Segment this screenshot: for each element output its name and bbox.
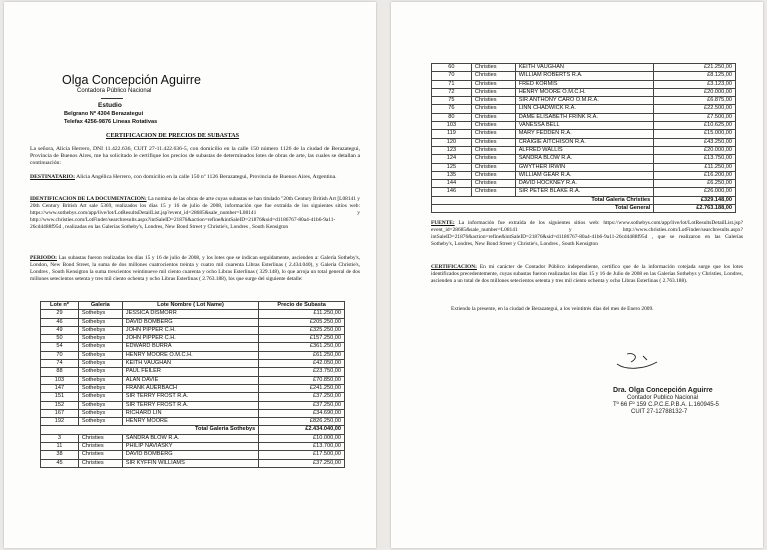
table-row — [41, 459, 345, 467]
lot-name-cell: JESSICA DISMORR — [122, 310, 258, 318]
lot-name-cell: HENRY MOORE — [122, 418, 258, 426]
signature-icon — [613, 350, 663, 374]
galeria-cell: Sothebys — [78, 384, 122, 392]
price-cell: £34.690,00 — [259, 409, 345, 417]
table-row — [432, 163, 736, 171]
identificacion-paragraph — [30, 196, 360, 231]
table-row — [432, 97, 736, 105]
galeria-cell: Sothebys — [78, 409, 122, 417]
lote-cell: 103 — [41, 376, 79, 384]
lot-name-cell: FRANK AUERBACH — [122, 384, 258, 392]
letterhead-studio: Estudio — [98, 102, 122, 109]
price-cell: £26.000,00 — [654, 188, 736, 196]
lot-name-cell: JOHN PIPPER C.H. — [122, 326, 258, 334]
lote-cell: 80 — [432, 113, 472, 121]
lote-cell: 146 — [432, 188, 472, 196]
fuente-label: FUENTE: — [431, 220, 455, 226]
periodo-text: Las subastas fueron realizadas los días 15 y 16 de julio de 2008, y los lotes que se indican seguidamente, ascienden a: Galería Sotheby's, London, New Bond Street, la suma de dos millones cuatrocientos treinta y cuatro mil cuarenta Libras Esterlinas ( 2.434.040), y Galería Christie's, Londres , South Kensigton la suma trescientos veintinueve mil ciento cuarenta y ocho Libras Esterlinas ( 329.148), lo que arroja un total general de dos millones setecientos setenta y tres mil ciento ochenta y ocho Libras Esterlinas ( 2.763.188), los que surge del siguiente detalle: — [30, 255, 360, 282]
price-cell: £15.000,00 — [654, 130, 736, 138]
price-cell: £21.250,00 — [654, 64, 736, 72]
table-row — [41, 318, 345, 326]
price-cell: £13.750,00 — [654, 155, 736, 163]
col-header-galeria: Galeria — [78, 302, 122, 310]
lote-cell: 60 — [432, 64, 472, 72]
price-cell: £61.250,00 — [259, 351, 345, 359]
lot-name-cell: LINN CHADWICK R.A. — [515, 105, 654, 113]
lot-name-cell: DAVID HOCKNEY R.A. — [515, 180, 654, 188]
galeria-cell: Sothebys — [78, 335, 122, 343]
price-cell: £22.500,00 — [654, 105, 736, 113]
lote-cell: 70 — [41, 351, 79, 359]
total-general-row — [432, 205, 736, 213]
col-header-lote: Lote nº — [41, 302, 79, 310]
lot-name-cell: ALAN DAVIE — [122, 376, 258, 384]
galeria-cell: Sothebys — [78, 310, 122, 318]
galeria-cell: Christies — [471, 138, 515, 146]
document-page-1 — [4, 2, 376, 548]
price-cell: £6.250,00 — [654, 180, 736, 188]
letterhead-profession: Contadora Público Nacional — [77, 88, 152, 94]
table-header-row — [41, 302, 345, 310]
table-row — [432, 122, 736, 130]
identificacion-text: La nomina de las obras de arte cuyas subastas se han titulado "20th Century British Art [L08141 y 20th Century British Art sale 5369, realizados los días 15 y 16 de julio de 2008, información que fue extraída de los siguientes sitios web: https://www.sothebys.com/app/live/lot/LotResultsDetailList.jsp?event_id=28685&sale_number=L08141 y http://www.christies.com/LotFinder/searchresults.aspx?intSaleID=21876&action=refine&intSaleID=21876&sid=d1186767-80a4-41b6-9a11-26cd4488f95d , realizadas en las Galerías Sotheby's, Londres, New Bond Street y Christie's, Londres , South Kensigton — [30, 196, 360, 230]
table-row — [432, 146, 736, 154]
fuente-text: La información fue extraída de los siguientes sitios web: https://www.sothebys.com/app/live/lot/LotResultsDetailList.jsp?event_id=28685&sale_number=L08141 y http://www.christies.com/LotFinder/searchresults.aspx?intSaleID=21876&action=refine&intSaleID=21876&sid=d1186767-80a4-41b6-9a11-26cd4488f95d , que se realizaron en las Galerías Sotheby's, Londres, New Bond Street y Christie's, Londres , South Kensigton — [431, 220, 743, 247]
lot-name-cell: ALFRED WALLIS — [515, 146, 654, 154]
galeria-cell: Christies — [471, 72, 515, 80]
galeria-cell: Christies — [471, 146, 515, 154]
lote-cell: 72 — [432, 88, 472, 96]
lot-name-cell: MARY FEDDEN R.A. — [515, 130, 654, 138]
lote-cell: 144 — [432, 180, 472, 188]
lote-cell: 167 — [41, 409, 79, 417]
lote-cell: 151 — [41, 393, 79, 401]
lot-name-cell: VANESSA BELL — [515, 122, 654, 130]
galeria-cell: Christies — [78, 443, 122, 451]
price-cell: £16.200,00 — [654, 171, 736, 179]
total-general-value: £2.763.188,00 — [654, 205, 736, 213]
auction-table-part-2 — [431, 63, 736, 213]
price-cell: £241.250,00 — [259, 384, 345, 392]
lot-name-cell: JOHN PIPPER C.H. — [122, 335, 258, 343]
table-row — [432, 155, 736, 163]
price-cell: £23.750,00 — [259, 368, 345, 376]
certificate-title: CERTIFICACION DE PRECIOS DE SUBASTAS — [106, 132, 240, 139]
certificacion-paragraph — [431, 264, 743, 285]
price-cell: £42.050,00 — [259, 360, 345, 368]
lote-cell: 49 — [41, 326, 79, 334]
price-cell: £11.250,00 — [259, 310, 345, 318]
table-row — [432, 130, 736, 138]
galeria-cell: Christies — [471, 88, 515, 96]
price-cell: £205.250,00 — [259, 318, 345, 326]
lote-cell: 125 — [432, 163, 472, 171]
galeria-cell: Christies — [471, 64, 515, 72]
price-cell: £37.250,00 — [259, 459, 345, 467]
lote-cell: 46 — [41, 318, 79, 326]
price-cell: £361.250,00 — [259, 343, 345, 351]
lot-name-cell: RICHARD LIN — [122, 409, 258, 417]
lote-cell: 38 — [41, 451, 79, 459]
stamp-line-3: CUIT 27-12788132-7 — [631, 409, 688, 415]
table-row — [41, 360, 345, 368]
price-cell: £37.250,00 — [259, 393, 345, 401]
lote-cell: 70 — [432, 72, 472, 80]
lote-cell: 75 — [432, 97, 472, 105]
stamp-line-2: Tº 66 Fº 159 C.P.C.E.P.B.A. L.160945-5 — [613, 402, 719, 408]
destinatario-text: Alicia Angélica Herrero, con domicilio en la calle 150 nº 1126 Berazategui, Provincia de Buenos Aires, Argentina. — [74, 174, 337, 180]
certificacion-text: En mi carácter de Contador Público independiente, certifico que de la información cotejada surge que los lotes identificados precedentemente, cuyas subastas fueron realizadas los días 15 y 16 de Julio de 2008 en las Galerías Sothebys y Christies, Londres, ascienden a un total de dos millones setecientos setenta y tres mil ciento ochenta y ocho Libras Esterlinas ( 2.763.188). — [431, 264, 743, 284]
price-cell: £10.000,00 — [259, 434, 345, 442]
galeria-cell: Christies — [78, 434, 122, 442]
galeria-cell: Christies — [471, 155, 515, 163]
galeria-cell: Sothebys — [78, 368, 122, 376]
table-row — [41, 335, 345, 343]
lot-name-cell: WILLIAM GEAR R.A. — [515, 171, 654, 179]
table-row — [41, 451, 345, 459]
total-christies-row — [432, 196, 736, 204]
lote-cell: 103 — [432, 122, 472, 130]
table-row — [41, 418, 345, 426]
table-row — [41, 376, 345, 384]
certificacion-label: CERTIFICACION: — [431, 264, 477, 270]
galeria-cell: Christies — [471, 113, 515, 121]
lote-cell: 71 — [432, 80, 472, 88]
galeria-cell: Sothebys — [78, 343, 122, 351]
galeria-cell: Christies — [78, 451, 122, 459]
price-cell: £157.250,00 — [259, 335, 345, 343]
periodo-label: PERIODO: — [30, 255, 57, 261]
total-sothebys-row — [41, 426, 345, 434]
lote-cell: 124 — [432, 155, 472, 163]
price-cell: £8.125,00 — [654, 72, 736, 80]
table-row — [41, 368, 345, 376]
col-header-lot-name: Lote Nombre ( Lot Name) — [122, 302, 258, 310]
lot-name-cell: WILLIAM ROBERTS R.A. — [515, 72, 654, 80]
galeria-cell: Sothebys — [78, 351, 122, 359]
lot-name-cell: SIR TERRY FROST R.A. — [122, 393, 258, 401]
galeria-cell: Christies — [471, 122, 515, 130]
price-cell: £11.250,00 — [654, 163, 736, 171]
lot-name-cell: GWYTHER IRWIN — [515, 163, 654, 171]
table-row — [432, 188, 736, 196]
letterhead-name: Olga Concepción Aguirre — [62, 73, 201, 87]
table-row — [432, 180, 736, 188]
closing-paragraph: Extiendo la presente, en la ciudad de Berazategui, a los veintitrés días del mes de Enero 2009. — [451, 306, 654, 312]
total-general-label: Total General — [432, 205, 654, 213]
table-row — [41, 409, 345, 417]
lot-name-cell: DAVID BOMBERG — [122, 318, 258, 326]
table-row — [41, 434, 345, 442]
intro-paragraph: La señora, Alicia Herrero, DNI 11.422.636, CUIT 27-11.422.636-5, con domicilio en la calle 150 número 1126 de la ciudad de Berazategui, Provincia de Buenos Aires, me ha solicitado le certifique los precios de subastas de determinados lotes de obras de arte, las cuales se detallan a continuación: — [30, 146, 360, 167]
price-cell: £17.500,00 — [259, 451, 345, 459]
galeria-cell: Christies — [471, 80, 515, 88]
table-row — [41, 351, 345, 359]
table-row — [41, 343, 345, 351]
price-cell: £6.875,00 — [654, 97, 736, 105]
stamp-name: Dra. Olga Concepción Aguirre — [613, 387, 713, 394]
lote-cell: 29 — [41, 310, 79, 318]
stamp-line-1: Contador Publico Nacional — [627, 395, 699, 401]
lot-name-cell: PAUL FEILER — [122, 368, 258, 376]
letterhead-phone: Telefax 4256-9876 Lineas Rotativas — [64, 119, 158, 125]
price-cell: £325.250,00 — [259, 326, 345, 334]
galeria-cell: Sothebys — [78, 318, 122, 326]
lote-cell: 74 — [41, 360, 79, 368]
galeria-cell: Christies — [471, 171, 515, 179]
lote-cell: 3 — [41, 434, 79, 442]
lote-cell: 50 — [41, 335, 79, 343]
galeria-cell: Christies — [78, 459, 122, 467]
galeria-cell: Christies — [471, 105, 515, 113]
lote-cell: 88 — [41, 368, 79, 376]
table-row — [432, 72, 736, 80]
price-cell: £3.123,00 — [654, 80, 736, 88]
periodo-paragraph — [30, 255, 360, 283]
lot-name-cell: SIR PETER BLAKE R.A. — [515, 188, 654, 196]
lote-cell: 54 — [41, 343, 79, 351]
lot-name-cell: KEITH VAUGHAN — [515, 64, 654, 72]
table-row — [41, 393, 345, 401]
lote-cell: 152 — [41, 401, 79, 409]
lot-name-cell: CRAIGIE AITCHISON R.A. — [515, 138, 654, 146]
lote-cell: 76 — [432, 105, 472, 113]
lot-name-cell: DAME ELISABETH FRINK R.A. — [515, 113, 654, 121]
table-row — [432, 113, 736, 121]
galeria-cell: Christies — [471, 180, 515, 188]
price-cell: £20.000,00 — [654, 88, 736, 96]
lot-name-cell: SIR ANTHONY CARO O.M.R.A. — [515, 97, 654, 105]
document-page-2 — [391, 2, 763, 548]
price-cell: £70.850,00 — [259, 376, 345, 384]
table-row — [41, 310, 345, 318]
letterhead-address: Belgrano Nº 4304 Berazategui — [64, 111, 144, 117]
identificacion-label: IDENTIFICACION DE LA DOCUMENTACION: — [30, 196, 147, 202]
lot-name-cell: SANDRA BLOW R.A. — [122, 434, 258, 442]
table-row — [41, 326, 345, 334]
price-cell: £37.250,00 — [259, 401, 345, 409]
galeria-cell: Christies — [471, 97, 515, 105]
table-row — [41, 401, 345, 409]
galeria-cell: Christies — [471, 163, 515, 171]
auction-table-part-1 — [40, 301, 345, 468]
lot-name-cell: KEITH VAUGHAN — [122, 360, 258, 368]
price-cell: £10.625,00 — [654, 122, 736, 130]
col-header-price: Precio de Subasta — [259, 302, 345, 310]
galeria-cell: Sothebys — [78, 401, 122, 409]
lot-name-cell: SIR TERRY FROST R.A. — [122, 401, 258, 409]
galeria-cell: Sothebys — [78, 418, 122, 426]
lot-name-cell: HENRY MOORE O.M.C.H. — [515, 88, 654, 96]
destinatario-paragraph — [30, 174, 360, 181]
galeria-cell: Christies — [471, 130, 515, 138]
price-cell: £826.250,00 — [259, 418, 345, 426]
lot-name-cell: EDWARD BURRA — [122, 343, 258, 351]
lote-cell: 123 — [432, 146, 472, 154]
price-cell: £13.700,00 — [259, 443, 345, 451]
price-cell: £7.500,00 — [654, 113, 736, 121]
fuente-paragraph — [431, 220, 743, 248]
total-sothebys-label: Total Galeria Sothebys — [41, 426, 259, 434]
lot-name-cell: SIR KYFFIN WILLIAMS — [122, 459, 258, 467]
table-row — [41, 443, 345, 451]
destinatario-label: DESTINATARIO: — [30, 174, 75, 180]
price-cell: £43.250,00 — [654, 138, 736, 146]
lote-cell: 11 — [41, 443, 79, 451]
table-row — [432, 64, 736, 72]
total-christies-value: £329.148,00 — [654, 196, 736, 204]
galeria-cell: Sothebys — [78, 326, 122, 334]
lote-cell: 192 — [41, 418, 79, 426]
table-row — [432, 171, 736, 179]
galeria-cell: Sothebys — [78, 376, 122, 384]
galeria-cell: Christies — [471, 188, 515, 196]
accountant-stamp — [613, 387, 719, 416]
total-christies-label: Total Galeria Christies — [432, 196, 654, 204]
lot-name-cell: FRED KORMIS — [515, 80, 654, 88]
lote-cell: 120 — [432, 138, 472, 146]
letterhead-divider — [101, 98, 123, 99]
table-row — [432, 105, 736, 113]
lot-name-cell: PHILIP NAVIASKY — [122, 443, 258, 451]
table-row — [41, 384, 345, 392]
lote-cell: 45 — [41, 459, 79, 467]
lote-cell: 119 — [432, 130, 472, 138]
table-row — [432, 80, 736, 88]
table-row — [432, 138, 736, 146]
lot-name-cell: SANDRA BLOW R.A. — [515, 155, 654, 163]
total-sothebys-value: £2.434.040,00 — [259, 426, 345, 434]
galeria-cell: Sothebys — [78, 393, 122, 401]
price-cell: £20.000,00 — [654, 146, 736, 154]
lot-name-cell: HENRY MOORE O.M.C.H. — [122, 351, 258, 359]
table-row — [432, 88, 736, 96]
lot-name-cell: DAVID BOMBERG — [122, 451, 258, 459]
lote-cell: 147 — [41, 384, 79, 392]
lote-cell: 135 — [432, 171, 472, 179]
galeria-cell: Sothebys — [78, 360, 122, 368]
